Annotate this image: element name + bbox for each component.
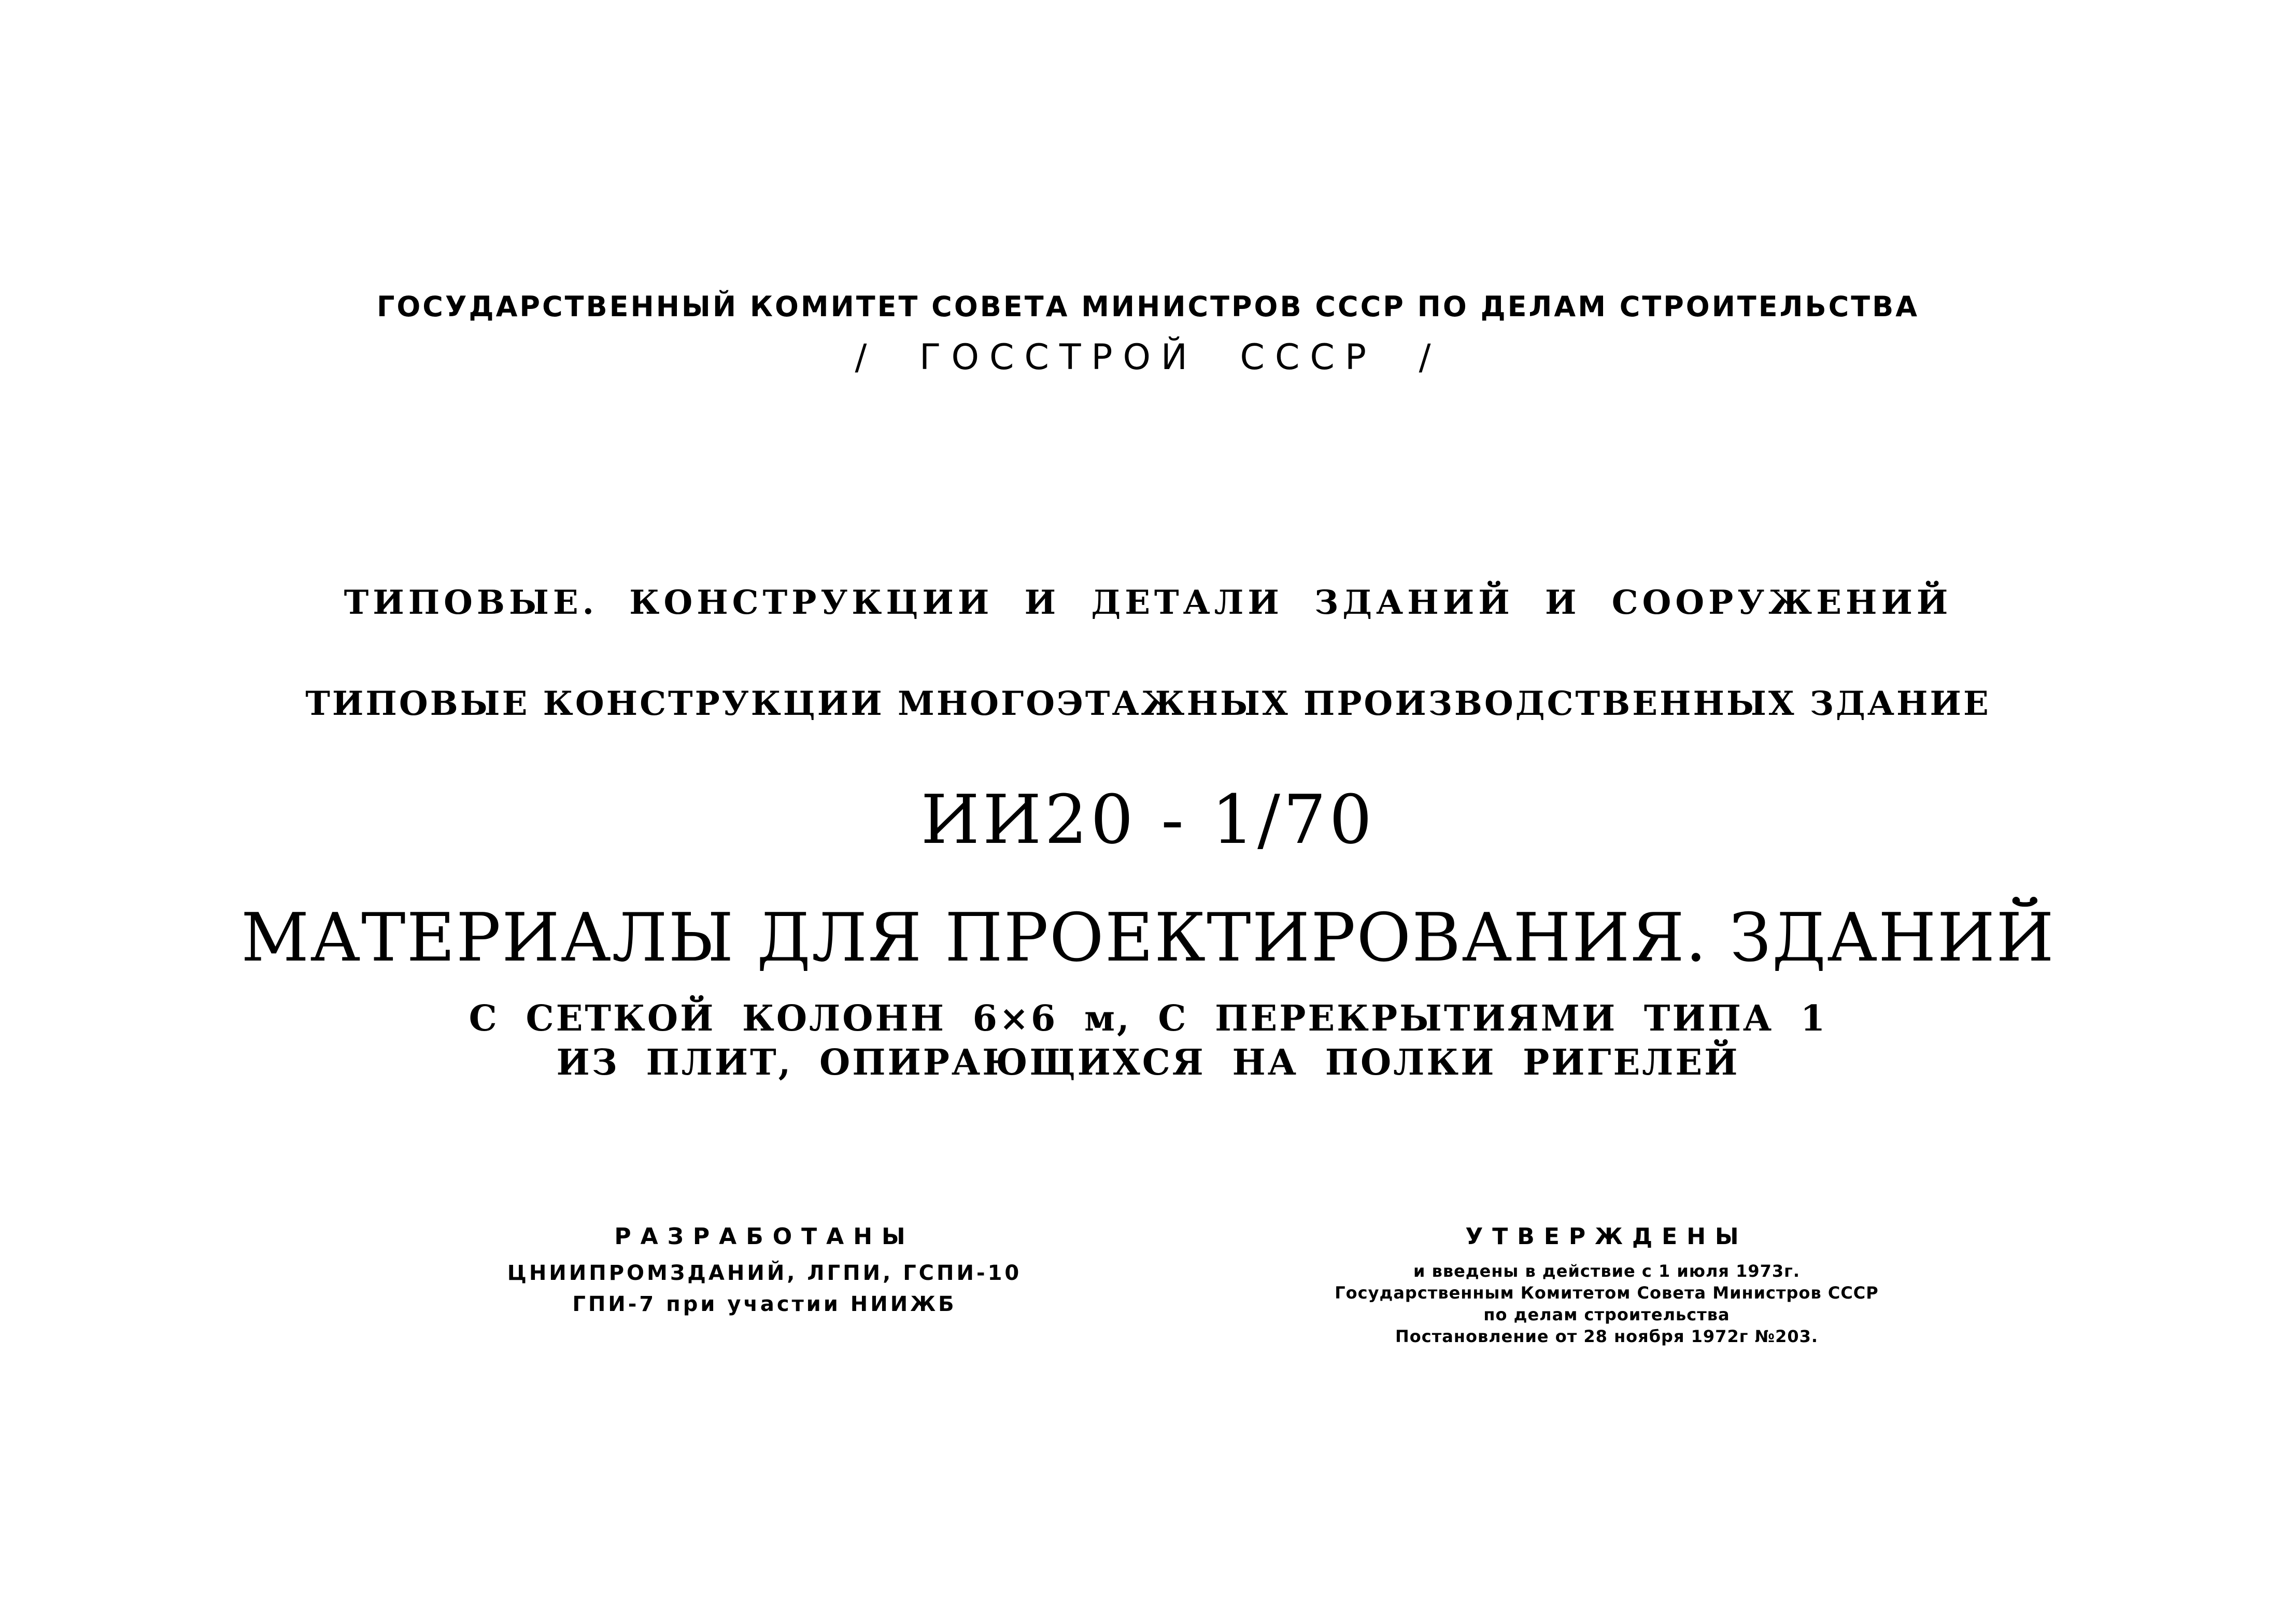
subtitle-line-1: С СЕТКОЙ КОЛОНН 6×6 м, С ПЕРЕКРЫТИЯМИ ТИПА 1 xyxy=(469,998,1827,1039)
approved-heading: УТВЕРЖДЕНЫ xyxy=(1465,1223,1748,1250)
gosstroy-label: / ГОССТРОЙ СССР / xyxy=(855,337,1441,378)
approved-line-4: Постановление от 28 ноября 1972г №203. xyxy=(1395,1327,1819,1346)
document-title: МАТЕРИАЛЫ ДЛЯ ПРОЕКТИРОВАНИЯ. ЗДАНИЙ xyxy=(241,899,2055,977)
developed-line-1: ЦНИИПРОМЗДАНИЙ, ЛГПИ, ГСПИ-10 xyxy=(507,1261,1022,1285)
developed-heading: РАЗРАБОТАНЫ xyxy=(614,1223,915,1250)
series-line-1: ТИПОВЫЕ. КОНСТРУКЦИИ И ДЕТАЛИ ЗДАНИЙ И СООРУЖЕНИЙ xyxy=(344,583,1952,622)
approved-line-2: Государственным Комитетом Совета Министров СССР xyxy=(1335,1283,1879,1303)
ministry-name: ГОСУДАРСТВЕННЫЙ КОМИТЕТ СОВЕТА МИНИСТРОВ СССР ПО ДЕЛАМ СТРОИТЕЛЬСТВА xyxy=(376,290,1920,323)
subtitle-line-2: ИЗ ПЛИТ, ОПИРАЮЩИХСЯ НА ПОЛКИ РИГЕЛЕЙ xyxy=(556,1042,1740,1083)
series-line-2: ТИПОВЫЕ КОНСТРУКЦИИ МНОГОЭТАЖНЫХ ПРОИЗВОДСТВЕННЫХ ЗДАНИЕ xyxy=(305,684,1991,723)
document-code: ИИ20 - 1/70 xyxy=(920,780,1376,859)
approved-line-1: и введены в действие с 1 июля 1973г. xyxy=(1413,1261,1800,1281)
developed-line-2: ГПИ-7 при участии НИИЖБ xyxy=(572,1292,957,1316)
approved-line-3: по делам строительства xyxy=(1483,1305,1730,1324)
approved-block xyxy=(1270,1223,1944,1348)
developed-block xyxy=(466,1223,1062,1323)
